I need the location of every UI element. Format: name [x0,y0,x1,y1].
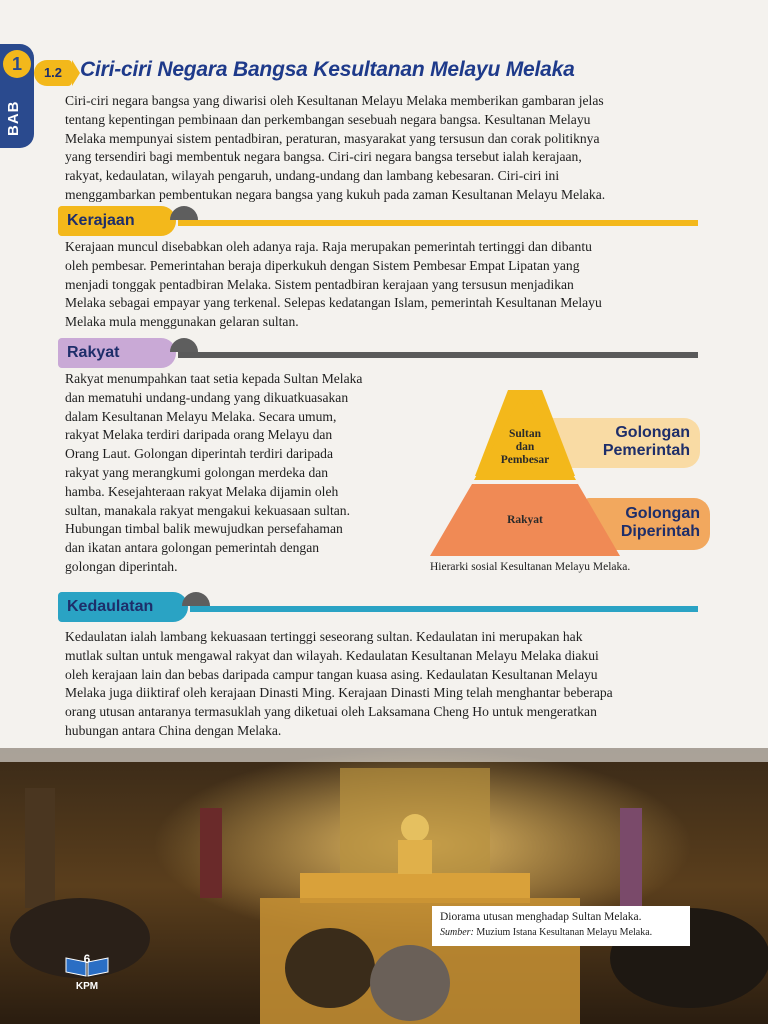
intro-line: menggambarkan pembentukan negara bangsa yang kukuh pada zaman Kesultanan Melayu Melaka. [65,186,606,202]
social-hierarchy-diagram [425,388,715,578]
bottom-tier-text: Rakyat [507,514,543,526]
kedaulatan-line: Kedaulatan ialah lambang kekuasaan tertinggi seseorang sultan. Kedaulatan ini merupakan hak [65,629,583,644]
kerajaan-line: Melaka sebagai empayar yang terkenal. Selepas kedatangan Islam, pemerintah Kesultanan Melayu [65,295,602,311]
guard-figure [620,808,642,908]
rakyat-line: sultan, manakala rakyat mengakui kekuasaan sultan. [65,502,350,518]
intro-line: Ciri-ciri negara bangsa yang diwarisi oleh Kesultanan Melayu Melaka memberikan gambaran jelas [65,93,604,108]
top-tier-text [495,428,555,467]
heading-rule [190,606,698,612]
rakyat-line: Orang Laut. Golongan diperintah terdiri daripada [65,446,334,462]
kedaulatan-heading-label: Kedaulatan [58,592,188,622]
rakyat-line: hamba. Kesejahteraan rakyat Melaka dijamin oleh [65,483,339,499]
rakyat-line: Rakyat menumpahkan taat setia kepada Sultan Melaka [65,371,363,386]
section-number: 1.2 [34,60,72,86]
kedaulatan-line: mutlak sultan untuk mengawal rakyat dan wilayah. Kedaulatan Kesultanan Melayu Melaka diakui [65,647,599,663]
rakyat-paragraph [65,370,405,577]
kerajaan-heading-label: Kerajaan [58,206,176,236]
ruled-class-label-line: Golongan [625,505,700,522]
heading-knob [170,338,198,352]
kerajaan-line: menjadi tonggak pentadbiran Melaka. Sistem pentadbiran kerajaan yang tersusun menjadikan [65,276,574,292]
rakyat-line: rakyat yang merangkumi golongan merdeka dan [65,464,329,480]
seated-figure [285,928,375,1008]
rakyat-line: dan mematuhi undang-undang yang dikuatkuasakan [65,389,349,405]
intro-paragraph [65,92,697,205]
section-title: Ciri-ciri Negara Bangsa Kesultanan Melayu Melaka [80,58,575,81]
rakyat-line: Hubungan timbal balik mewujudkan persefahaman [65,521,343,537]
rakyat-line: dan ikatan antara golongan pemerintah dengan [65,540,320,556]
intro-line: yang tersendiri bagi membentuk negara bangsa. Ciri-ciri negara bangsa tersebut ialah kerajaan, [65,149,582,165]
ruling-class-label-line: Golongan [615,424,690,441]
kedaulatan-line: oleh kerajaan lain dan bebas daripada campur tangan kuasa asing. Kedaulatan Kesultanan Melayu [65,666,598,682]
ruled-class-label-line: Diperintah [620,523,700,540]
top-tier-line: Sultan [509,428,541,440]
sultan-figure-head [401,814,429,842]
chapter-number: 1 [3,50,31,78]
kerajaan-line: Melaka mula menggunakan gelaran sultan. [65,314,299,330]
seated-figure [370,945,450,1021]
photo-top-fade [0,748,768,762]
rakyat-line: dalam Kesultanan Melayu Melaka. Secara umum, [65,408,337,424]
heading-knob [170,206,198,220]
rakyat-heading-label: Rakyat [58,338,176,368]
page-number: 6 [83,952,91,966]
top-tier-line: Pembesar [500,454,550,466]
photo-caption-title: Diorama utusan menghadap Sultan Melaka. [440,911,642,923]
kedaulatan-line: Melaka juga diiktiraf oleh kerajaan Dinasti Ming. Kerajaan Dinasti Ming telah menghantar beberapa [65,685,613,701]
publisher-label: KPM [75,981,99,992]
photo-source-label: Sumber: [440,927,474,938]
kedaulatan-line: hubungan antara China dengan Melaka. [65,722,282,738]
heading-knob [182,592,210,606]
page-footer [62,952,112,992]
pyramid-shape [425,388,715,578]
diagram-caption: Hierarki sosial Kesultanan Melayu Melaka. [430,561,631,573]
heading-rule [178,220,698,226]
intro-line: tentang kepentingan pembinaan dan perkembangan sesebuah negara bangsa. Kesultanan Melayu [65,111,591,127]
kedaulatan-paragraph [65,628,697,741]
photo-caption [432,906,690,946]
intro-line: Melaka mempunyai sistem pentadbiran, peraturan, masyarakat yang tersusun dan corak politiknya [65,130,600,146]
diorama-illustration [0,748,768,1024]
chapter-label: BAB [5,100,22,136]
top-tier-line: dan [515,441,535,453]
wall-pillar [25,788,55,908]
kerajaan-line: Kerajaan muncul disebabkan oleh adanya raja. Raja merupakan pemerintah tertinggi dan dibantu [65,239,592,254]
rakyat-line: golongan diperintah. [65,558,178,574]
heading-rule [178,352,698,358]
kerajaan-paragraph [65,238,697,332]
kedaulatan-line: orang utusan antaranya termasuklah yang diketuai oleh Laksamana Cheng Ho untuk mengeratkan [65,704,597,720]
photo-source [440,925,682,940]
guard-figure [200,808,222,898]
diorama-photo [0,748,768,1024]
intro-line: rakyat, kedaulatan, wilayah pengaruh, undang-undang dan lambang kebesaran. Ciri-ciri ini [65,168,560,184]
ruling-class-label-line: Pemerintah [602,442,690,459]
kerajaan-line: oleh pembesar. Pemerintahan beraja diperkukuh dengan Sistem Pembesar Empat Lipatan yang [65,257,580,273]
photo-source-text: Muzium Istana Kesultanan Melayu Melaka. [476,927,653,938]
sultan-figure-body [398,840,432,874]
rakyat-line: rakyat Melaka terdiri daripada orang Melayu dan [65,427,333,443]
